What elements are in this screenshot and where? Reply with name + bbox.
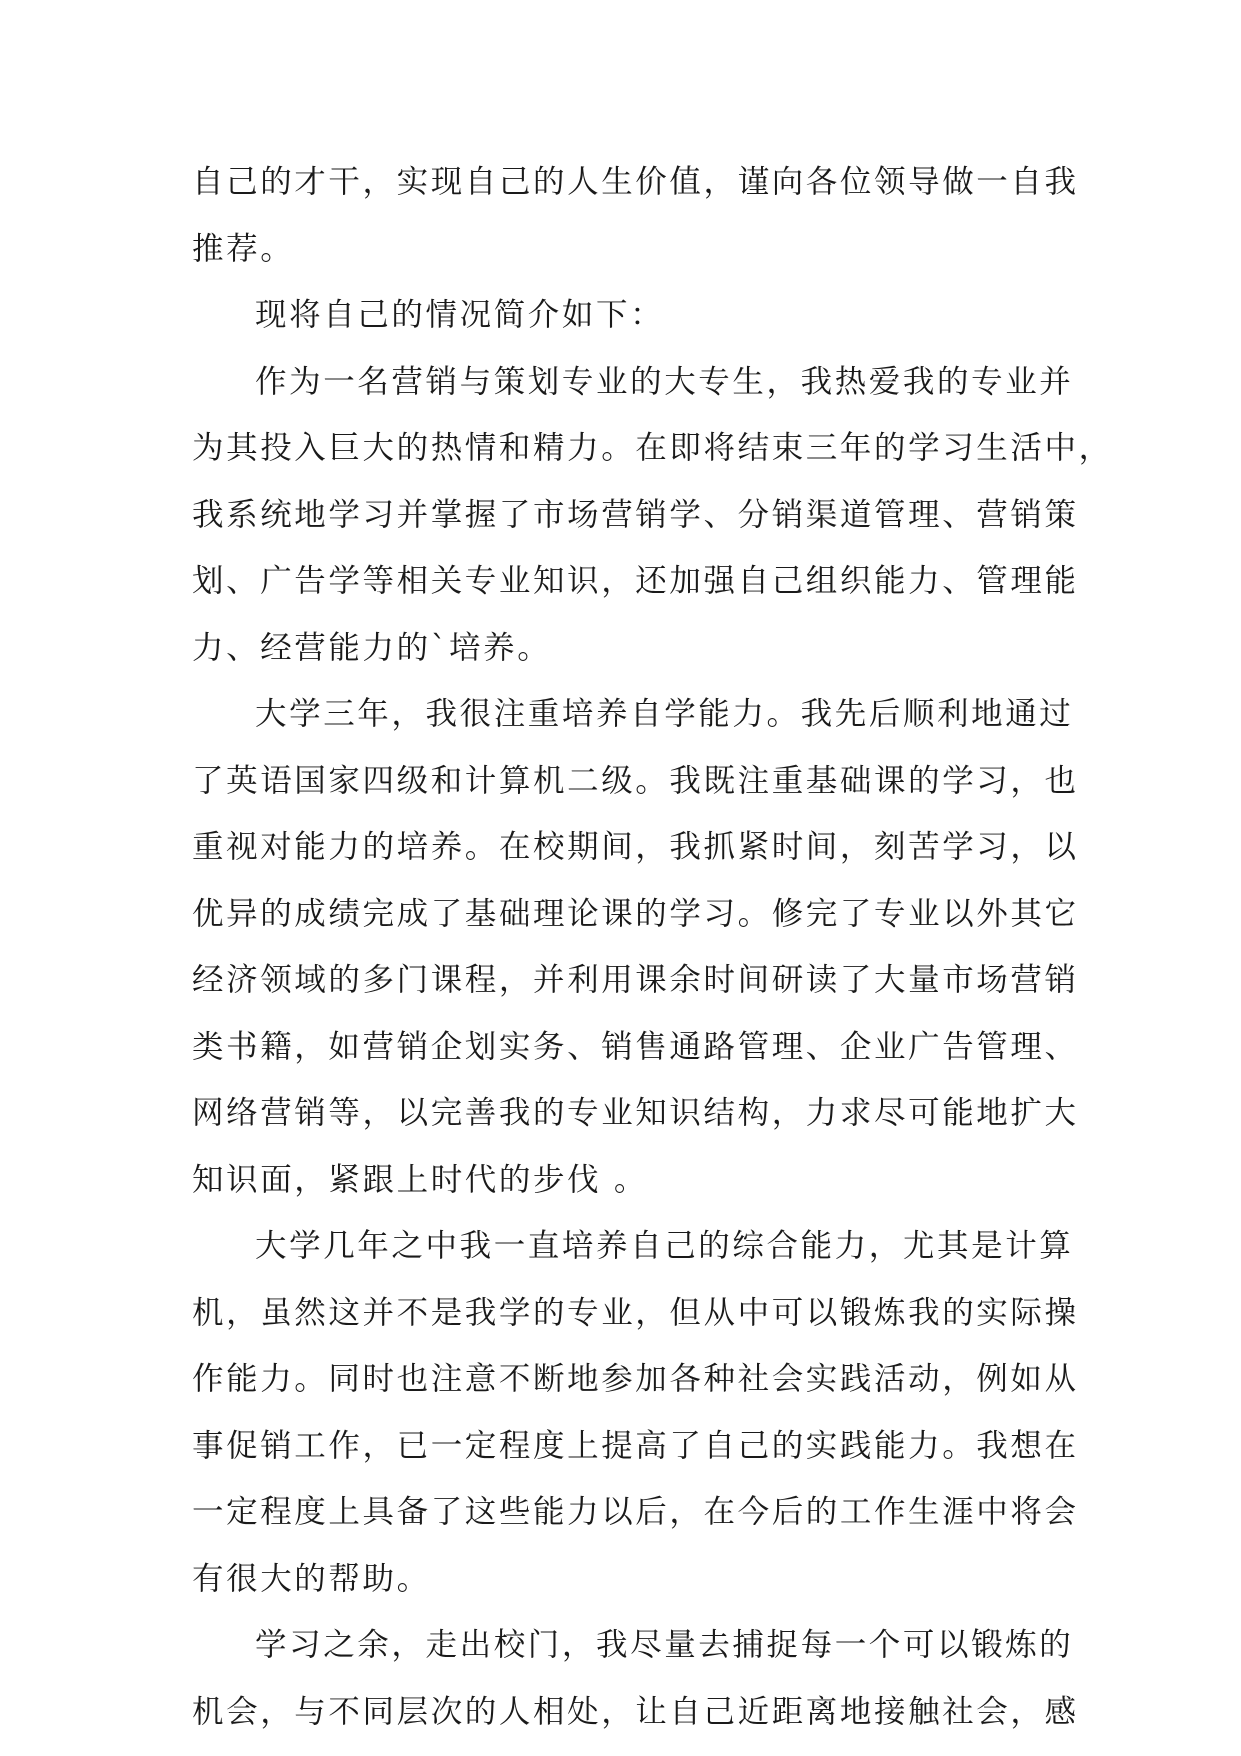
text-line: 知识面，紧跟上时代的步伐 。 (192, 1158, 1074, 1225)
text-line: 机，虽然这并不是我学的专业，但从中可以锻炼我的实际操 (192, 1291, 1074, 1358)
text-line: 网络营销等，以完善我的专业知识结构，力求尽可能地扩大 (192, 1091, 1074, 1158)
text-line: 经济领域的多门课程，并利用课余时间研读了大量市场营销 (192, 958, 1074, 1025)
text-line: 大学三年，我很注重培养自学能力。我先后顺利地通过 (192, 692, 1074, 759)
text-line: 类书籍，如营销企划实务、销售通路管理、企业广告管理、 (192, 1025, 1074, 1092)
text-line: 一定程度上具备了这些能力以后，在今后的工作生涯中将会 (192, 1490, 1074, 1557)
text-line: 为其投入巨大的热情和精力。在即将结束三年的学习生活中， (192, 426, 1074, 493)
document-body (192, 160, 1074, 1756)
text-line: 有很大的帮助。 (192, 1557, 1074, 1624)
text-line: 重视对能力的培养。在校期间，我抓紧时间，刻苦学习，以 (192, 825, 1074, 892)
text-line: 了英语国家四级和计算机二级。我既注重基础课的学习，也 (192, 759, 1074, 826)
text-line: 自己的才干，实现自己的人生价值，谨向各位领导做一自我 (192, 160, 1074, 227)
text-line: 优异的成绩完成了基础理论课的学习。修完了专业以外其它 (192, 892, 1074, 959)
text-line: 作为一名营销与策划专业的大专生，我热爱我的专业并 (192, 360, 1074, 427)
text-line: 事促销工作，已一定程度上提高了自己的实践能力。我想在 (192, 1424, 1074, 1491)
text-line: 现将自己的情况简介如下： (192, 293, 1074, 360)
text-line: 作能力。同时也注意不断地参加各种社会实践活动，例如从 (192, 1357, 1074, 1424)
text-line: 机会，与不同层次的人相处，让自己近距离地接触社会，感 (192, 1690, 1074, 1756)
text-line: 划、广告学等相关专业知识，还加强自己组织能力、管理能 (192, 559, 1074, 626)
text-line: 推荐。 (192, 227, 1074, 294)
text-line: 我系统地学习并掌握了市场营销学、分销渠道管理、营销策 (192, 493, 1074, 560)
text-line: 大学几年之中我一直培养自己的综合能力，尤其是计算 (192, 1224, 1074, 1291)
text-line: 学习之余，走出校门，我尽量去捕捉每一个可以锻炼的 (192, 1623, 1074, 1690)
text-line: 力、经营能力的`培养。 (192, 626, 1074, 693)
